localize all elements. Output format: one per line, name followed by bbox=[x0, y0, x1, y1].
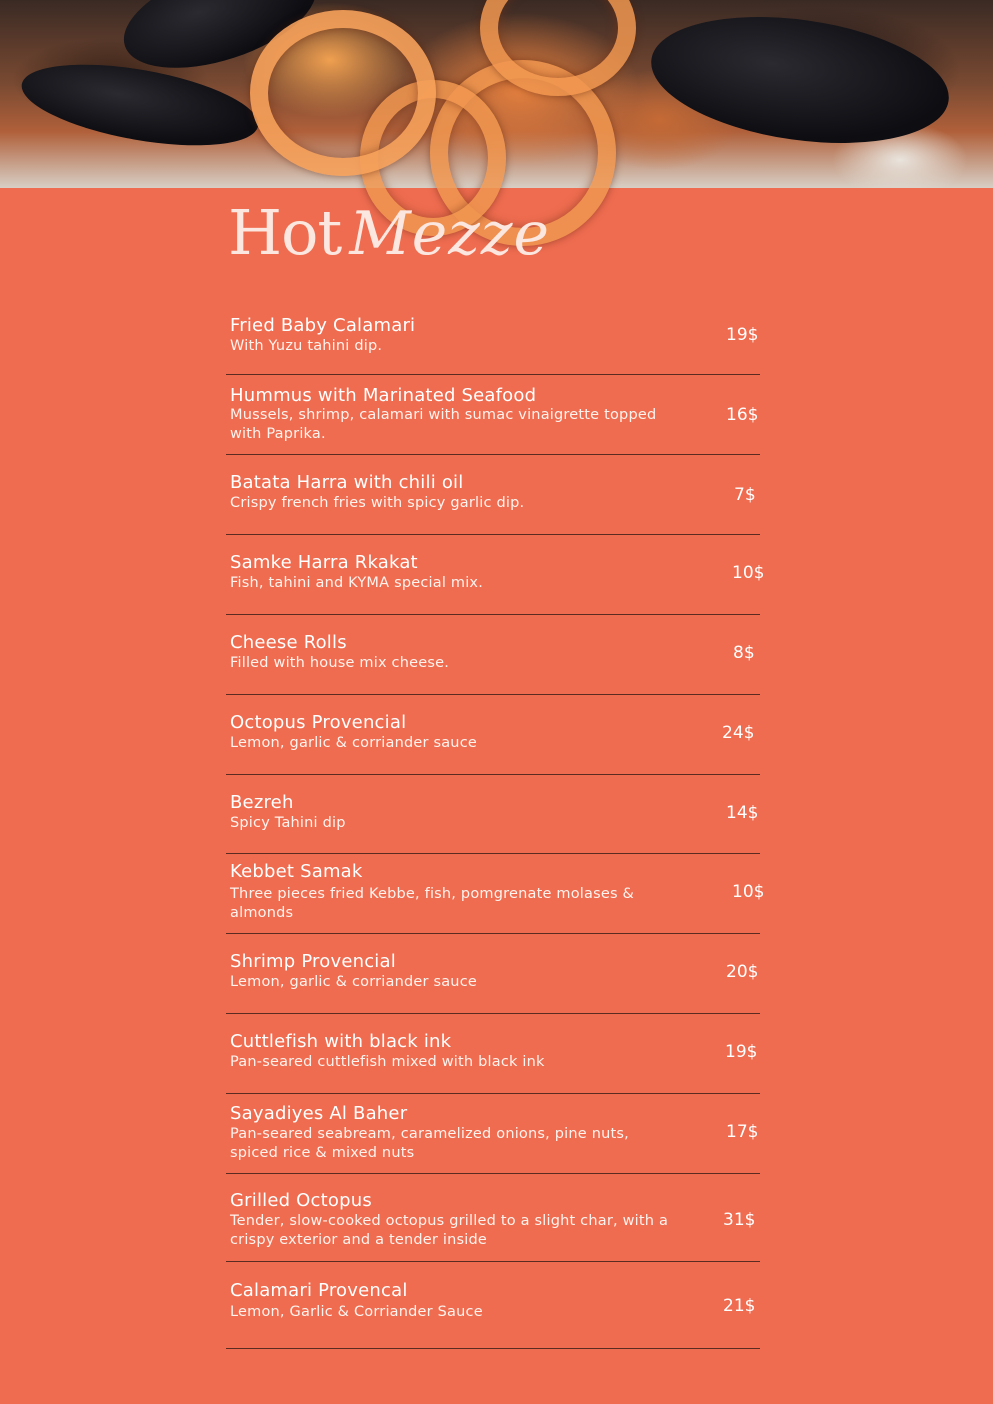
menu-item-price: 19$ bbox=[725, 1042, 758, 1062]
title-mezze: Mezze bbox=[349, 199, 550, 269]
menu-item bbox=[226, 854, 765, 934]
menu-item-description: Filled with house mix cheese. bbox=[230, 655, 450, 671]
menu-item bbox=[226, 1014, 760, 1094]
menu-item-name: Kebbet Samak bbox=[230, 861, 363, 882]
menu-item bbox=[226, 1174, 760, 1262]
menu-item-description: Crispy french fries with spicy garlic dip. bbox=[230, 495, 525, 511]
menu-item-description: Spicy Tahini dip bbox=[230, 815, 346, 831]
mussel-shell-bottom bbox=[16, 50, 265, 161]
menu-item bbox=[226, 615, 760, 695]
menu-item bbox=[226, 775, 760, 854]
menu-item-price: 21$ bbox=[723, 1296, 756, 1316]
menu-item-description: Mussels, shrimp, calamari with sumac vinaigrette topped with Paprika. bbox=[230, 407, 657, 442]
menu-item-name: Fried Baby Calamari bbox=[230, 315, 416, 336]
menu-item bbox=[226, 695, 760, 775]
menu-item-name: Samke Harra Rkakat bbox=[230, 552, 418, 573]
menu-item-name: Calamari Provencal bbox=[230, 1280, 408, 1301]
menu-item-price: 19$ bbox=[726, 325, 759, 345]
menu-item-name: Octopus Provencial bbox=[230, 712, 407, 733]
shrimp-curl bbox=[250, 10, 436, 176]
menu-item-description: Pan-seared seabream, caramelized onions, pine nuts, spiced rice & mixed nuts bbox=[230, 1126, 629, 1161]
title-hot: Hot bbox=[228, 196, 342, 269]
menu-item bbox=[226, 1094, 760, 1174]
menu-item-description: Lemon, garlic & corriander sauce bbox=[230, 735, 477, 751]
menu-item bbox=[226, 535, 765, 615]
hero-food-photo bbox=[0, 0, 993, 188]
menu-item-price: 14$ bbox=[726, 803, 759, 823]
menu-item-name: Bezreh bbox=[230, 792, 294, 813]
menu-item-description: Lemon, Garlic & Corriander Sauce bbox=[230, 1304, 483, 1320]
menu-item bbox=[226, 455, 760, 535]
menu-item-price: 8$ bbox=[733, 643, 755, 663]
menu-item-price: 31$ bbox=[723, 1210, 756, 1230]
menu-item-price: 10$ bbox=[732, 563, 765, 583]
menu-list bbox=[226, 305, 765, 1349]
menu-item-description: Tender, slow-cooked octopus grilled to a slight char, with a crispy exterior and a tender inside bbox=[230, 1213, 669, 1248]
menu-item-description: Lemon, garlic & corriander sauce bbox=[230, 974, 477, 990]
menu-item-name: Hummus with Marinated Seafood bbox=[230, 385, 537, 406]
menu-item-description: With Yuzu tahini dip. bbox=[230, 338, 383, 354]
menu-item-name: Shrimp Provencial bbox=[230, 951, 396, 972]
page-title bbox=[228, 196, 550, 269]
menu-item-description: Pan-seared cuttlefish mixed with black ink bbox=[230, 1054, 545, 1070]
menu-item-description: Three pieces fried Kebbe, fish, pomgrenate molases & almonds bbox=[230, 886, 635, 921]
menu-item-price: 24$ bbox=[722, 723, 755, 743]
menu-item-description: Fish, tahini and KYMA special mix. bbox=[230, 575, 484, 591]
menu-item-name: Batata Harra with chili oil bbox=[230, 472, 464, 493]
menu-item-name: Cheese Rolls bbox=[230, 632, 347, 653]
menu-item bbox=[226, 934, 760, 1014]
menu-item bbox=[226, 375, 760, 455]
menu-item-name: Grilled Octopus bbox=[230, 1190, 372, 1211]
menu-item-name: Cuttlefish with black ink bbox=[230, 1031, 452, 1052]
menu-item bbox=[226, 305, 760, 375]
menu-item bbox=[226, 1262, 760, 1349]
mussel-shell-right bbox=[643, 0, 957, 160]
menu-item-price: 16$ bbox=[726, 405, 759, 425]
menu-item-price: 7$ bbox=[734, 485, 756, 505]
menu-item-price: 10$ bbox=[732, 882, 765, 902]
menu-item-name: Sayadiyes Al Baher bbox=[230, 1103, 408, 1124]
menu-item-price: 20$ bbox=[726, 962, 759, 982]
menu-item-price: 17$ bbox=[726, 1122, 759, 1142]
